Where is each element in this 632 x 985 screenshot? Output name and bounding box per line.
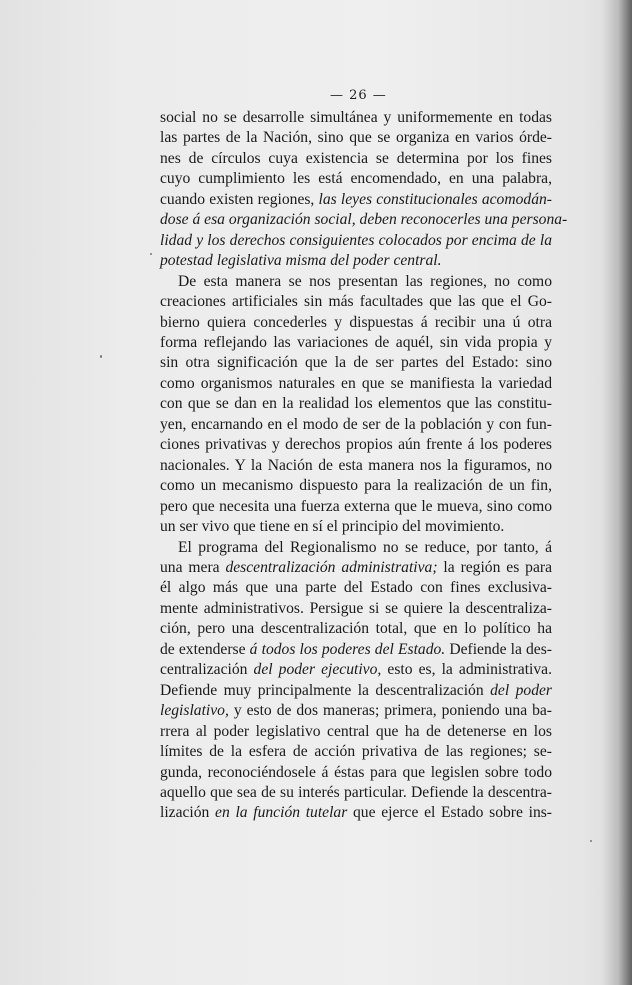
text-line (160, 681, 552, 701)
text-span: De esta manera se nos presentan las regiones, no como (178, 272, 552, 290)
text-line (160, 619, 552, 639)
text-line (160, 538, 552, 558)
text-line (160, 497, 552, 517)
text-span: sin otra significación que la de ser partes del Estado: sino (160, 354, 552, 372)
text-line (160, 599, 552, 619)
text-span: que ejerce el Estado sobre ins- (347, 804, 552, 822)
text-span: ciones privativas y derechos propios aún frente á los poderes (160, 436, 552, 454)
text-span: como organismos naturales en que se manifiesta la variedad (160, 374, 552, 392)
text-span: él algo más que una parte del Estado con fines exclusiva- (160, 579, 552, 597)
text-span: esto es, la administrativa. (381, 661, 553, 679)
text-span: cuando existen regiones, (160, 190, 319, 208)
italic-span: dose á esa organización social, deben reconocerles una persona- (160, 211, 568, 229)
text-line (160, 108, 552, 128)
text-line (160, 190, 552, 210)
paper-speck (100, 355, 102, 358)
text-span: de extenderse (160, 640, 250, 658)
text-span: pero que necesita una fuerza externa que le mueva, sino como (160, 497, 552, 515)
text-line (160, 374, 552, 394)
text-span: rrera al poder legislativo central que ha de detenerse en los (160, 722, 552, 740)
text-line (160, 722, 552, 742)
text-span: un ser vivo que tiene en sí el principio del movimiento. (160, 518, 505, 536)
text-line (160, 640, 552, 660)
text-line (160, 210, 568, 230)
italic-span: las leyes constitucionales acomodán- (318, 190, 552, 208)
text-span: cuyo cumplimiento les está encomendado, en una palabra, (160, 170, 552, 188)
page-gutter-shadow (602, 0, 632, 985)
text-span: nacionales. Y la Nación de esta manera nos la figuramos, no (160, 456, 552, 474)
italic-span: descentralización administrativa; (225, 558, 438, 576)
text-span: una mera (160, 558, 226, 576)
text-line (160, 149, 552, 169)
text-span: centralización (160, 661, 254, 679)
italic-span: á todos los poderes del Estado. (249, 640, 446, 658)
text-line (160, 783, 552, 803)
text-span: social no se desarrolle simultánea y uniformemente en todas (160, 109, 552, 126)
text-line (160, 742, 552, 762)
paper-speck (150, 253, 152, 255)
italic-span: potestad legislativa misma del poder central. (160, 252, 442, 270)
text-line (160, 128, 552, 148)
italic-span: lidad y los derechos consiguientes colocados por encima de la (160, 231, 552, 249)
text-span: forma reflejando las variaciones de aquél, sin vida propia y (160, 333, 552, 351)
text-span: aquello que sea de su interés particular. Defiende la descentra- (160, 783, 552, 801)
text-line (160, 272, 552, 292)
text-line (160, 701, 552, 721)
text-span: límites de la esfera de acción privativa de las regiones; se- (160, 743, 552, 761)
text-span: y esto de dos maneras; primera, poniendo una ba- (228, 702, 552, 720)
text-span: la región es para (437, 558, 553, 576)
italic-span: legislativo, (160, 702, 229, 720)
text-line (160, 251, 552, 271)
text-line (160, 333, 552, 353)
body-text (160, 108, 568, 824)
text-span: nes de círculos cuya existencia se determina por los fines (160, 149, 552, 167)
text-span: Defiende la des- (445, 640, 552, 658)
italic-span: del poder (490, 681, 552, 699)
text-span: gunda, reconociéndosele á éstas para que legislen sobre todo (160, 763, 552, 781)
text-span: lización (160, 804, 216, 822)
text-line (160, 169, 552, 189)
text-line (160, 763, 552, 783)
text-span: El programa del Regionalismo no se reduce, por tanto, á (178, 538, 552, 556)
paper-speck (590, 840, 592, 842)
text-line (160, 456, 552, 476)
text-line (160, 231, 552, 251)
page-number: — 26 — (330, 88, 387, 103)
text-line (160, 476, 552, 496)
text-line (160, 578, 552, 598)
text-line (160, 660, 552, 680)
text-span: yen, encarnando en el modo de ser de la población y con fun- (160, 415, 552, 433)
text-span: las partes de la Nación, sino que se organiza en varios órde- (160, 129, 552, 147)
text-line (160, 435, 552, 455)
italic-span: del poder ejecutivo, (253, 661, 382, 679)
text-line (160, 415, 552, 435)
text-span: ción, pero una descentralización total, que en lo político ha (160, 620, 552, 638)
text-line (160, 803, 552, 823)
text-line (160, 313, 552, 333)
text-span: bierno quiera concederles y dispuestas á recibir una ú otra (160, 313, 552, 331)
text-span: creaciones artificiales sin más facultades que las que el Go- (160, 293, 552, 311)
text-span: Defiende muy principalmente la descentralización (160, 681, 491, 699)
text-line (160, 517, 552, 537)
text-line (160, 558, 552, 578)
text-span: mente administrativos. Persigue si se quiere la descentraliza- (160, 599, 552, 617)
italic-span: en la función tutelar (215, 804, 348, 822)
text-line (160, 394, 552, 414)
text-span: con que se dan en la realidad los elementos que las constitu- (160, 395, 552, 413)
text-line (160, 353, 552, 373)
text-span: como un mecanismo dispuesto para la realización de un fin, (160, 477, 552, 495)
text-line (160, 292, 552, 312)
